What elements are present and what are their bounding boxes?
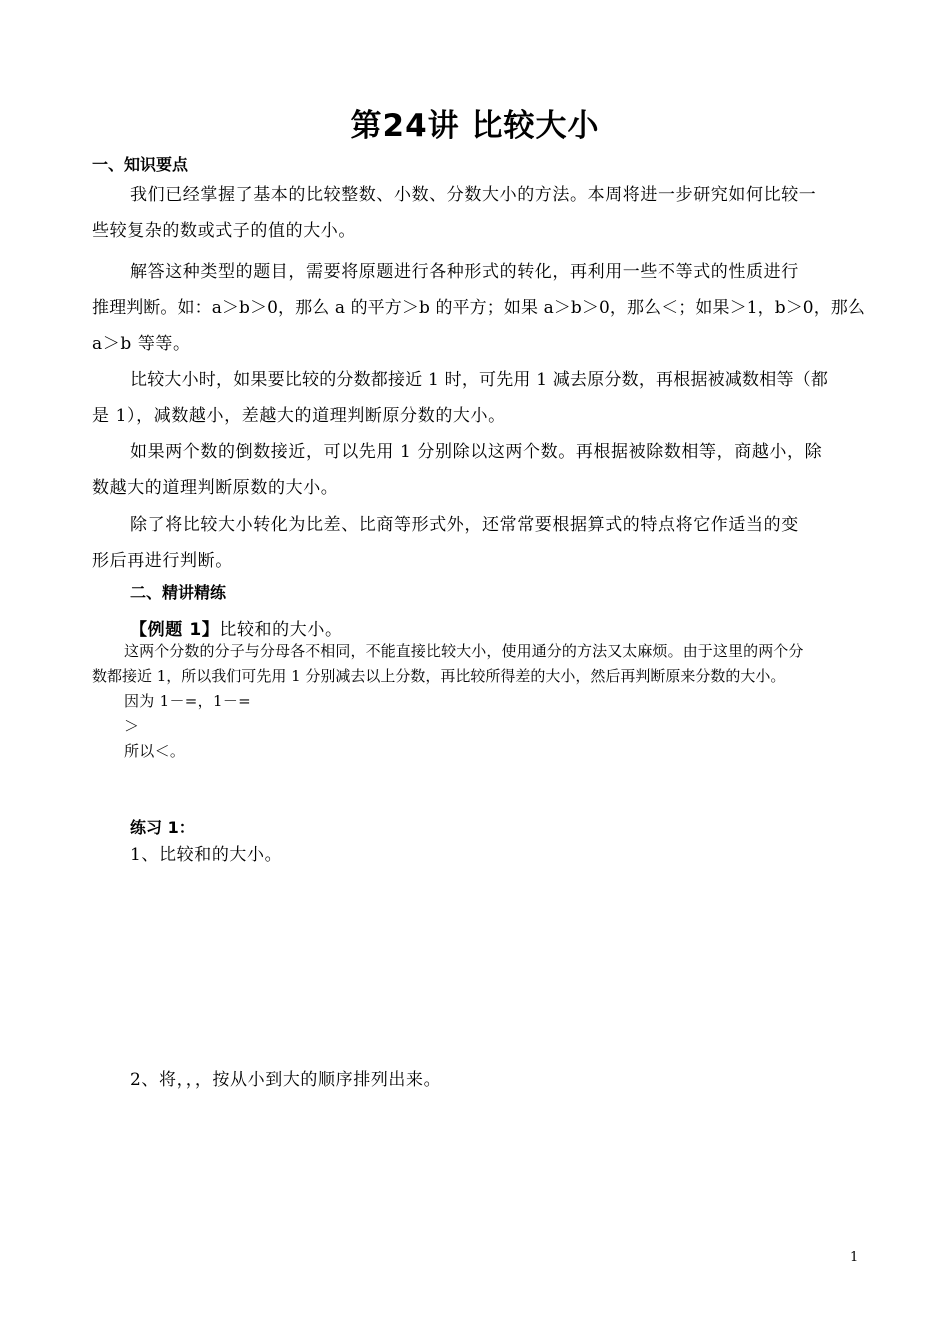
page-title: 第24讲 比较大小 — [350, 108, 600, 144]
solution-line: 因为 1－=，1－= — [124, 692, 251, 710]
practice-item: 2、将，，，按从小到大的顺序排列出来。 — [130, 1070, 442, 1090]
example-title — [130, 615, 343, 640]
solution-line: ＞ — [124, 717, 140, 735]
paragraph-line: 比较大小时，如果要比较的分数都接近 1 时，可先用 1 减去原分数，再根据被减数相等（都 — [130, 370, 829, 390]
paragraph-line: 是 1），减数越小，差越大的道理判断原分数的大小。 — [92, 406, 506, 426]
paragraph-line: 除了将比较大小转化为比差、比商等形式外，还常常要根据算式的特点将它作适当的变 — [130, 515, 799, 535]
paragraph-line: 些较复杂的数或式子的值的大小。 — [92, 221, 356, 241]
section-heading-practice: 二、精讲精练 — [130, 583, 227, 602]
practice-heading: 练习 1： — [130, 818, 195, 837]
paragraph-line: 形后再进行判断。 — [92, 551, 233, 571]
paragraph-line: 解答这种类型的题目，需要将原题进行各种形式的转化，再利用一些不等式的性质进行 — [130, 262, 799, 282]
solution-line: 数都接近 1，所以我们可先用 1 分别减去以上分数，再比较所得差的大小，然后再判断原来分数的大小。 — [92, 667, 786, 685]
paragraph-line: 如果两个数的倒数接近，可以先用 1 分别除以这两个数。再根据被除数相等，商越小，除 — [130, 442, 823, 462]
paragraph-line: 推理判断。如：a＞b＞0，那么 a 的平方＞b 的平方；如果 a＞b＞0，那么＜；如果＞1，b＞0，那么 — [92, 298, 866, 318]
section-heading-knowledge: 一、知识要点 — [92, 155, 189, 174]
paragraph-line: 数越大的道理判断原数的大小。 — [92, 478, 339, 498]
paragraph-line: a＞b 等等。 — [92, 334, 191, 354]
practice-item: 1、比较和的大小。 — [130, 845, 283, 865]
page-number: 1 — [850, 1250, 859, 1265]
paragraph-line: 我们已经掌握了基本的比较整数、小数、分数大小的方法。本周将进一步研究如何比较一 — [130, 185, 817, 205]
example-question: 比较和的大小。 — [219, 620, 343, 640]
example-label: 【例题 1】 — [130, 620, 220, 640]
solution-line: 所以＜。 — [124, 742, 186, 760]
solution-line: 这两个分数的分子与分母各不相同，不能直接比较大小，使用通分的方法又太麻烦。由于这里的两个分 — [124, 642, 804, 660]
